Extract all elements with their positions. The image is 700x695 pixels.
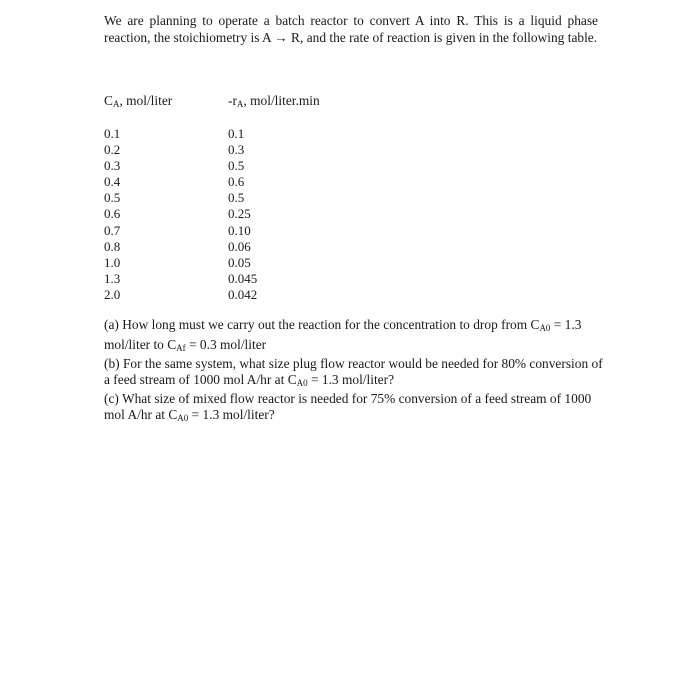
ca-value: 0.6: [104, 206, 121, 222]
qc-post: = 1.3 mol/liter?: [188, 406, 275, 422]
ca-value: 0.1: [104, 126, 121, 141]
qa-pre: (a) How long must we carry out the reaction for the concentration to drop from C: [104, 317, 540, 332]
qc-sub: A0: [177, 412, 189, 423]
ra-value: 0.6: [228, 174, 245, 190]
qb-pre: (b) For the same system, what size plug flow reactor would be needed for 80% conversion of a feed stream of 1000 mol A/hr at C: [104, 356, 603, 387]
ra-value: 0.1: [228, 126, 245, 141]
qa-sub1: A0: [539, 323, 551, 333]
ra-value: 0.042: [228, 286, 258, 302]
ra-value: 0.3: [228, 142, 245, 158]
ra-value: 0.10: [228, 222, 251, 238]
qa-mid: = 1.3 mol/liter to C: [104, 317, 582, 352]
rate-values: [228, 126, 257, 303]
ca-value: 0.4: [104, 174, 121, 190]
qc-pre: (c) What size of mixed flow reactor is needed for 75% conversion of a feed stream of 1000 mol A/hr at C: [104, 391, 592, 422]
concentration-values: [104, 126, 120, 303]
ca-value: 1.3: [104, 270, 121, 286]
ca-value: 0.8: [104, 238, 121, 254]
col1-prefix: C: [104, 93, 113, 108]
ra-value: 0.5: [228, 158, 245, 174]
ra-value: 0.25: [228, 206, 251, 222]
col2-suffix: , mol/liter.min: [243, 93, 320, 108]
qb-sub: A0: [296, 377, 308, 388]
qa-sub2: Af: [176, 342, 186, 353]
ca-value: 1.0: [104, 254, 121, 270]
ra-value: 0.05: [228, 254, 251, 270]
ca-value: 0.7: [104, 222, 121, 238]
qb-post: = 1.3 mol/liter?: [307, 371, 395, 387]
column-header-rate: [228, 93, 320, 109]
question-a: [104, 317, 604, 356]
col1-subscript: A: [112, 99, 120, 109]
column-header-concentration: [104, 93, 172, 109]
question-c: [104, 391, 604, 426]
ca-value: 0.2: [104, 142, 121, 158]
ra-value: 0.06: [228, 238, 251, 254]
ra-value: 0.045: [228, 270, 258, 286]
ca-value: 0.3: [104, 158, 121, 174]
ca-value: 0.5: [104, 190, 121, 206]
col2-subscript: A: [236, 99, 244, 109]
col2-prefix: -r: [228, 93, 237, 108]
ra-value: 0.5: [228, 190, 245, 206]
qa-post: = 0.3 mol/liter: [185, 336, 267, 352]
ca-value: 2.0: [104, 286, 121, 302]
question-b: [104, 356, 604, 391]
col1-suffix: , mol/liter: [119, 93, 173, 108]
problem-intro: We are planning to operate a batch reactor to convert A into R. This is a liquid phase reaction, the stoichiometry is A → R, and the rate of reaction is given in the following table.: [104, 13, 598, 45]
questions-block: [104, 317, 604, 427]
